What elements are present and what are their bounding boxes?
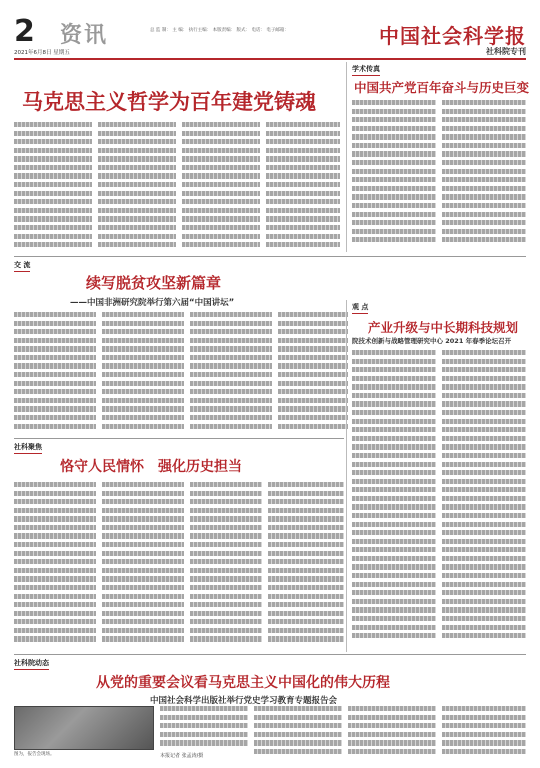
- jiaoliu-col-3: [190, 312, 272, 432]
- jiaoliu-subhead: ——中国非洲研究院举行第六届“中国讲坛”: [70, 298, 235, 308]
- bottom-subhead: 中国社会科学出版社举行党史学习教育专题报告会: [150, 696, 338, 706]
- main-col-3: [182, 122, 260, 250]
- jiaoliu-col-1: [14, 312, 96, 432]
- divider-3: [14, 654, 526, 655]
- main-col-2: [98, 122, 176, 250]
- guandian-headline: 产业升级与中长期科技规划: [368, 320, 519, 335]
- tag-xueshu: 学术传真: [352, 64, 380, 76]
- sheke-col-3: [190, 482, 262, 648]
- right-headline: 中国共产党百年奋斗与历史巨变: [354, 80, 530, 95]
- sheke-col-2: [102, 482, 184, 648]
- photo-credit: 本报记者 张孟涛/摄: [160, 753, 204, 759]
- masthead-sub: 社科院专刊: [486, 47, 526, 56]
- event-photo: [14, 706, 154, 750]
- jiaoliu-col-4: [278, 312, 348, 432]
- jiaoliu-col-2: [102, 312, 184, 432]
- header-rule: [14, 58, 526, 60]
- bottom-col-1: [160, 706, 248, 750]
- main-col-1: [14, 122, 92, 250]
- section-title: 资讯: [60, 23, 109, 48]
- bottom-col-3: [348, 706, 436, 760]
- issue-date: 2021年6月8日 星期五: [14, 50, 70, 56]
- photo-caption: 图为，报告会现场。: [14, 752, 55, 757]
- main-col-4: [266, 122, 340, 250]
- divider-1: [14, 256, 526, 257]
- column-divider-2: [346, 300, 347, 652]
- masthead: 中国社会科学报: [379, 24, 526, 48]
- right-col-2: [442, 100, 526, 250]
- main-headline: 马克思主义哲学为百年建党铸魂: [22, 89, 316, 114]
- bottom-col-4: [442, 706, 526, 760]
- sheke-col-4: [268, 482, 344, 648]
- editorial-info: 总 监 制： 主 编： 执行主编： 本版责编： 版式： 电话： 电子邮箱：: [150, 28, 289, 33]
- tag-guandian: 观 点: [352, 302, 368, 314]
- tag-jiaoliu: 交 流: [14, 260, 30, 272]
- right-col-1: [352, 100, 436, 250]
- guandian-col-1: [352, 350, 436, 650]
- tag-sheke: 社科聚焦: [14, 442, 42, 454]
- jiaoliu-headline: 续写脱贫攻坚新篇章: [86, 274, 222, 292]
- tag-dongtai: 社科院动态: [14, 658, 49, 670]
- page-number: 2: [14, 14, 35, 49]
- sheke-col-1: [14, 482, 96, 648]
- column-divider: [346, 62, 347, 252]
- guandian-col-2: [442, 350, 526, 650]
- sheke-headline: 恪守人民情怀 强化历史担当: [60, 459, 242, 475]
- bottom-col-2: [254, 706, 342, 760]
- divider-2: [14, 438, 344, 439]
- bottom-headline: 从党的重要会议看马克思主义中国化的伟大历程: [96, 675, 390, 691]
- guandian-subhead: 院技术创新与战略管理研究中心 2021 年春季论坛召开: [352, 337, 512, 345]
